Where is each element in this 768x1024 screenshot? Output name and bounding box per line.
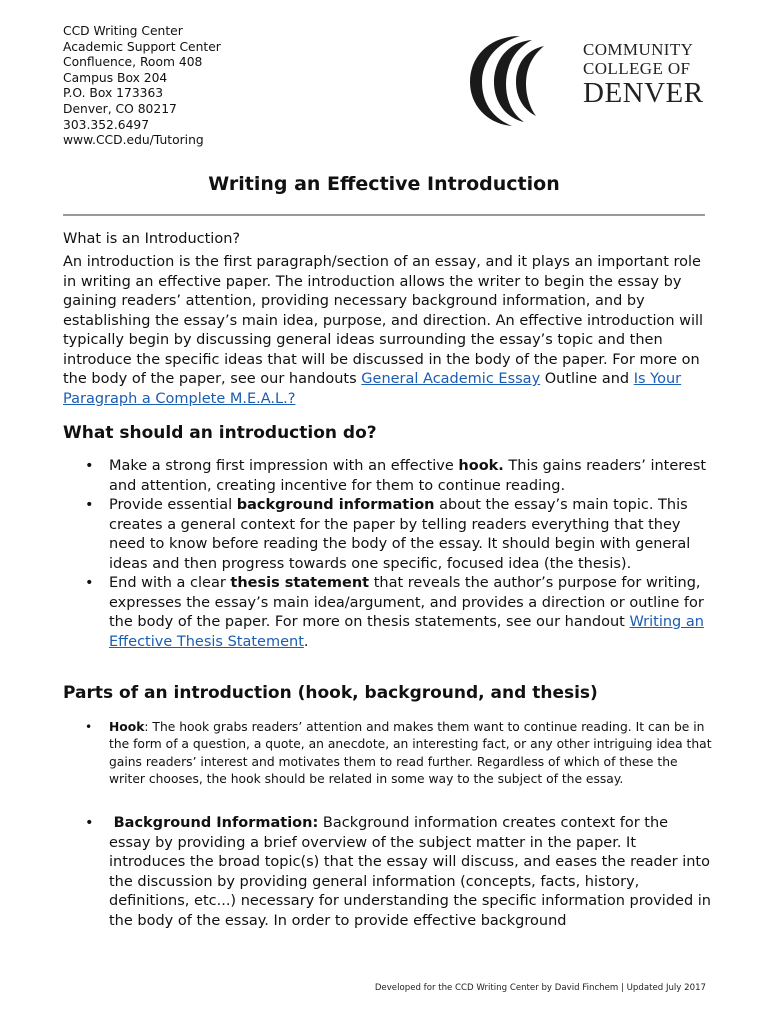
item-text: End with a clear	[109, 575, 231, 591]
list-item	[63, 457, 713, 496]
background-text: Background information creates context for the essay by providing a brief overview of the subject matter in the paper. It introduces the broad topic(s) that the essay will discuss, and eases the reader into the discussion by providing general information (concepts, facts, history, definitions, etc...) necessary for understanding the specific information provided in the body of the essay. In order to provide effective background	[109, 815, 711, 929]
hook-text: : The hook grabs readers’ attention and makes them want to continue reading. It can be in the form of a question, a quote, an anecdote, an interesting fact, or any other intriguing idea that gains readers’ interest and motivates them to read further. Regardless of which of these the writer chooses, the hook should be related in some way to the subject of the essay.	[109, 720, 712, 786]
contact-address	[63, 24, 221, 149]
page-footer: Developed for the CCD Writing Center by David Finchem | Updated July 2017	[374, 983, 706, 993]
item-bold: thesis statement	[230, 575, 370, 591]
address-line: Academic Support Center	[63, 39, 221, 54]
logo-wordmark	[583, 40, 704, 108]
bullet: •	[85, 815, 94, 831]
thesis-statement-link[interactable]: Writing an Effective Thesis Statement	[109, 614, 704, 650]
background-label: Background Information:	[113, 815, 319, 831]
list-item-background	[63, 814, 713, 931]
hook-label: Hook	[109, 720, 145, 734]
background-list	[63, 814, 713, 931]
title-divider	[63, 214, 705, 216]
ccd-logo	[462, 30, 707, 130]
logo-line-denver: DENVER	[583, 77, 704, 109]
meal-paragraph-link[interactable]: Is Your Paragraph a Complete M.E.A.L.?	[63, 371, 682, 407]
list-item-hook	[63, 719, 713, 788]
ccd-logo-icon	[462, 30, 582, 130]
address-line: P.O. Box 173363	[63, 86, 164, 101]
item-text: Make a strong first impression with an effective	[109, 458, 459, 474]
intro-question: What is an Introduction?	[63, 231, 241, 247]
bullet: •	[85, 458, 94, 474]
item-bold: background information	[236, 497, 435, 513]
address-phone: 303.352.6497	[63, 117, 150, 132]
bullet: •	[85, 720, 93, 734]
intro-text: An introduction is the first paragraph/section of an essay, and it plays an important role in writing an effective paper. The introduction allows the writer to begin the essay by gaining readers’ attention, providing necessary background information, and by establishing the essay’s main idea, purpose, and direction. An effective introduction will typically begin by discussing general ideas surrounding the essay’s topic and then introduce the specific ideas that will be discussed in the body of the paper. For more on the body of the paper, see our handouts	[63, 254, 704, 387]
logo-line-college: COLLEGE OF	[583, 59, 691, 78]
address-line: CCD Writing Center	[63, 24, 183, 38]
bullet: •	[85, 575, 94, 591]
intro-paragraph	[63, 253, 713, 409]
section-heading-parts: Parts of an introduction (hook, background, and thesis)	[63, 683, 598, 703]
list-item	[63, 574, 713, 652]
list-item	[63, 496, 713, 574]
hook-list	[63, 719, 713, 788]
item-text: that reveals the author’s purpose for writing, expresses the essay’s main idea/argument, and provides a direction or outline for the body of the paper. For more on thesis statements, see our handout	[109, 575, 704, 630]
item-text: .	[303, 633, 309, 650]
item-bold: hook.	[458, 458, 504, 474]
section-heading-what: What should an introduction do?	[63, 423, 377, 443]
item-text: about the essay’s main topic. This creates a general context for the paper by telling readers everything that they need to know before reading the body of the essay. It should begin with general ideas and then progress towards one specific, focused idea (the thesis).	[109, 497, 691, 572]
address-line: Denver, CO 80217	[63, 101, 177, 116]
intro-text-mid: Outline and	[540, 371, 634, 387]
intro-purpose-list	[63, 457, 713, 652]
logo-line-community: COMMUNITY	[583, 40, 694, 59]
item-text: Provide essential	[109, 497, 237, 513]
bullet: •	[85, 497, 94, 513]
page-title: Writing an Effective Introduction	[208, 173, 560, 195]
item-text: This gains readers’ interest and attention, creating incentive for them to continue reading.	[109, 458, 707, 494]
address-line: Campus Box 204	[63, 70, 168, 85]
address-website: www.CCD.edu/Tutoring	[63, 133, 204, 148]
general-academic-essay-link[interactable]: General Academic Essay	[361, 371, 541, 387]
address-line: Confluence, Room 408	[63, 55, 203, 70]
